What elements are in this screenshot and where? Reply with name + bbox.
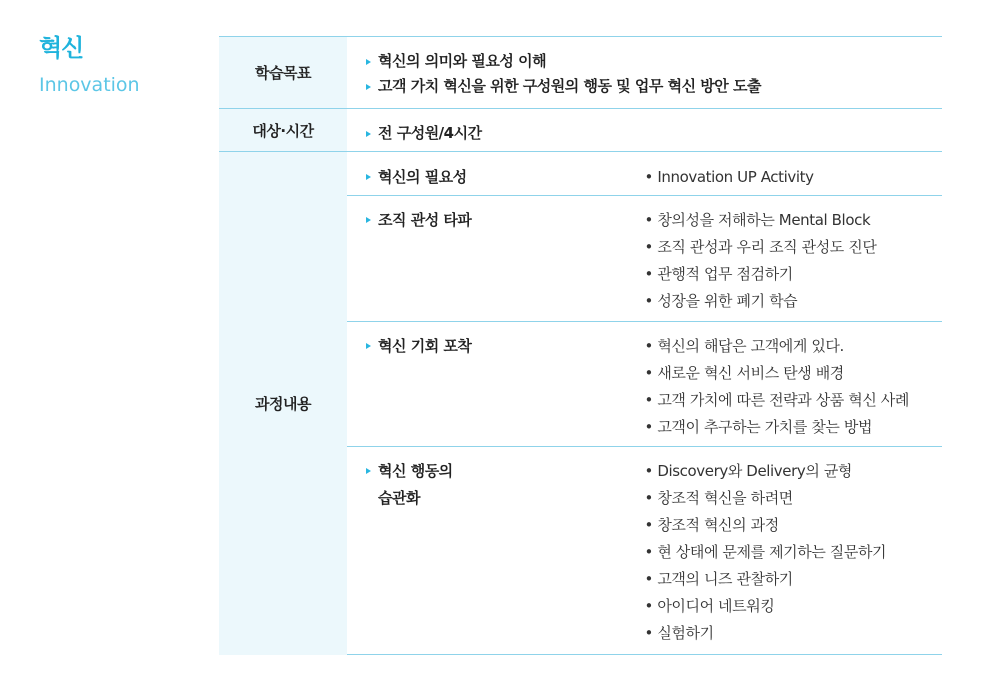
module-details [645, 196, 943, 322]
objectives-cell [347, 37, 942, 109]
module-detail-item: • 창의성을 저해하는 Mental Block [645, 207, 943, 234]
module-detail-item: • 창조적 혁신의 과정 [645, 512, 943, 539]
module-topic [347, 322, 645, 447]
module-detail-item: • 아이디어 네트워킹 [645, 593, 943, 620]
module-detail-item: • 새로운 혁신 서비스 탄생 배경 [645, 360, 943, 387]
bullet-triangle-icon [366, 84, 371, 90]
objective-text: 고객 가치 혁신을 위한 구성원의 행동 및 업무 혁신 방안 도출 [378, 77, 761, 95]
bullet-triangle-icon [366, 217, 371, 223]
module-detail-item: • 고객 가치에 따른 전략과 상품 혁신 사례 [645, 387, 943, 414]
module-details [645, 322, 943, 447]
target-row [219, 109, 942, 152]
module-detail-item: • 고객의 니즈 관찰하기 [645, 566, 943, 593]
target-item [366, 121, 942, 146]
module-detail-item: • 관행적 업무 점검하기 [645, 261, 943, 288]
module-detail-item: • 현 상태에 문제를 제기하는 질문하기 [645, 539, 943, 566]
bullet-triangle-icon [366, 59, 371, 65]
objective-item [366, 74, 942, 99]
module-detail-item: • 혁신의 해답은 고객에게 있다. [645, 333, 943, 360]
module-topic [347, 152, 645, 196]
objectives-label: 학습목표 [219, 37, 347, 109]
target-label: 대상·시간 [219, 109, 347, 152]
bullet-triangle-icon [366, 174, 371, 180]
objectives-row [219, 37, 942, 109]
module-detail-item: • 실험하기 [645, 620, 943, 647]
module-detail-item: • 창조적 혁신을 하려면 [645, 485, 943, 512]
module-topic-text: 혁신 행동의 [378, 462, 453, 480]
module-topic [347, 447, 645, 655]
content-label: 과정내용 [219, 152, 347, 655]
module-detail-item: • 조직 관성과 우리 조직 관성도 진단 [645, 234, 943, 261]
module-topic-text: 조직 관성 타파 [378, 211, 472, 229]
target-text: 전 구성원/4시간 [378, 124, 482, 142]
module-detail-item: • Discovery와 Delivery의 균형 [645, 458, 943, 485]
bullet-triangle-icon [366, 131, 371, 137]
module-details [645, 152, 943, 196]
module-topic [347, 196, 645, 322]
target-cell [347, 109, 942, 152]
module-detail-item: • Innovation UP Activity [645, 164, 943, 191]
module-detail-item: • 고객이 추구하는 가치를 찾는 방법 [645, 414, 943, 441]
bullet-triangle-icon [366, 468, 371, 474]
module-detail-item: • 성장을 위한 폐기 학습 [645, 288, 943, 315]
page-subtitle: Innovation [39, 74, 140, 96]
course-table [219, 36, 942, 655]
module-details [645, 447, 943, 655]
objective-item [366, 49, 942, 74]
page-title-block [39, 34, 140, 96]
bullet-triangle-icon [366, 343, 371, 349]
page-title: 혁신 [39, 34, 84, 62]
module-topic-text: 습관화 [378, 489, 420, 507]
module-topic-text: 혁신의 필요성 [378, 168, 467, 186]
module-topic-text: 혁신 기회 포착 [378, 337, 472, 355]
module-row [219, 152, 942, 196]
objective-text: 혁신의 의미와 필요성 이해 [378, 52, 547, 70]
